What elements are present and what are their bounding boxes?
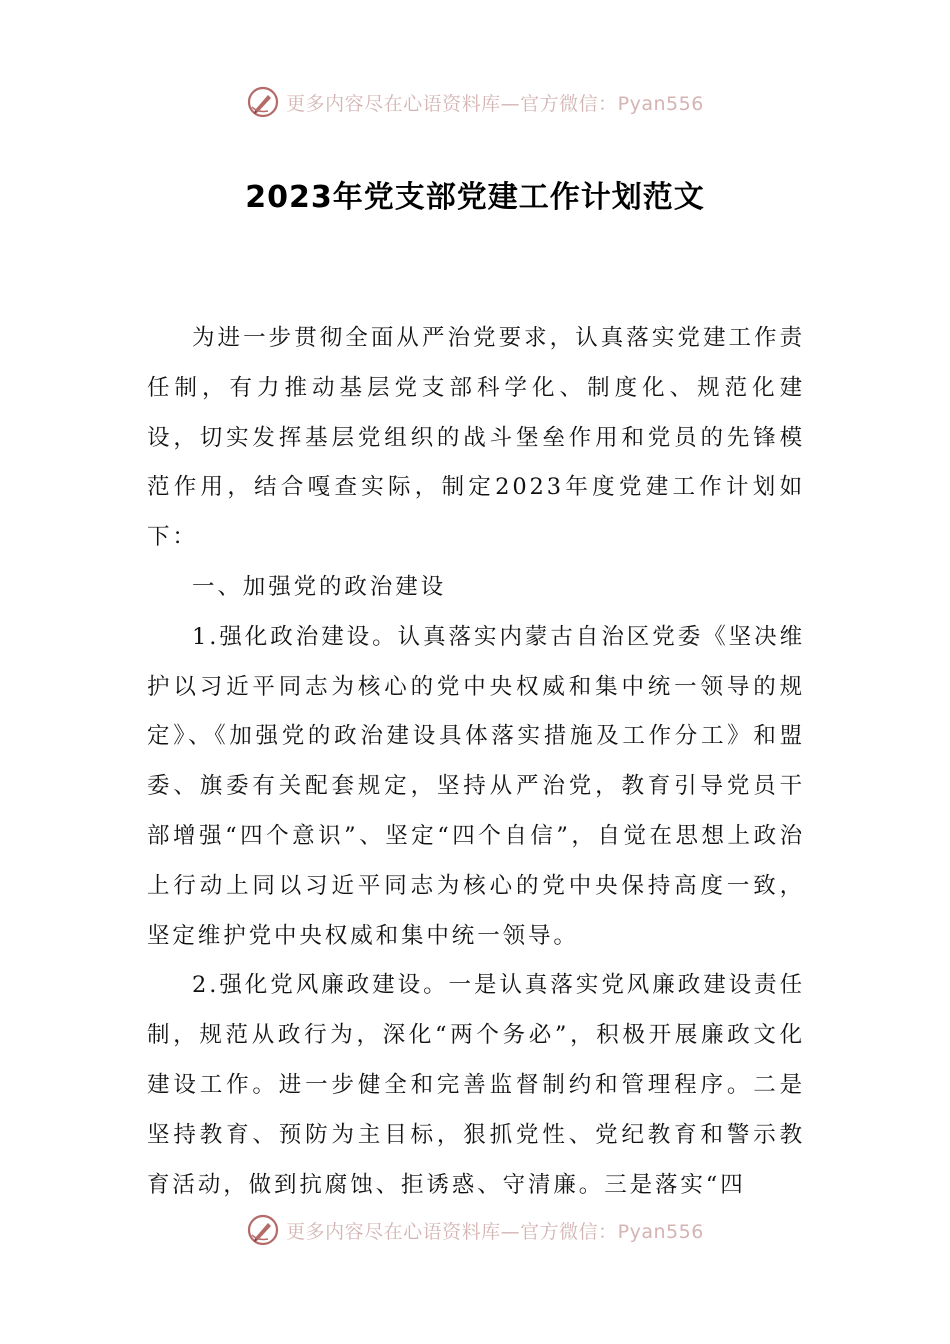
footer-watermark — [0, 1210, 950, 1250]
pen-logo-icon — [246, 1213, 280, 1247]
document-body — [147, 314, 805, 1210]
pen-logo-icon — [246, 85, 280, 119]
watermark-text: 更多内容尽在心语资料库—官方微信：Pyan556 — [286, 92, 704, 115]
watermark-text: 更多内容尽在心语资料库—官方微信：Pyan556 — [286, 1220, 704, 1243]
paragraph-item-2: 2.强化党风廉政建设。一是认真落实党风廉政建设责任制，规范从政行为，深化“两个务必”，积极开展廉政文化建设工作。进一步健全和完善监督制约和管理程序。二是坚持教育、预防为主目标，狠抓党性、党纪教育和警示教育活动，做到抗腐蚀、拒诱惑、守清廉。三是落实“四 — [147, 972, 805, 1198]
document-title: 2023年党支部党建工作计划范文 — [245, 180, 705, 215]
paragraph-intro: 为进一步贯彻全面从严治党要求，认真落实党建工作责任制，有力推动基层党支部科学化、制度化、规范化建设，切实发挥基层党组织的战斗堡垒作用和党员的先锋模范作用，结合嘎查实际，制定2023年度党建工作计划如下： — [147, 325, 805, 551]
header-watermark — [0, 82, 950, 122]
paragraph-item-1: 1.强化政治建设。认真落实内蒙古自治区党委《坚决维护以习近平同志为核心的党中央权威和集中统一领导的规定》、《加强党的政治建设具体落实措施及工作分工》和盟委、旗委有关配套规定，坚持从严治党，教育引导党员干部增强“四个意识”、坚定“四个自信”，自觉在思想上政治上行动上同以习近平同志为核心的党中央保持高度一致，坚定维护党中央权威和集中统一领导。 — [147, 623, 805, 949]
section-heading-1: 一、加强党的政治建设 — [192, 573, 447, 600]
